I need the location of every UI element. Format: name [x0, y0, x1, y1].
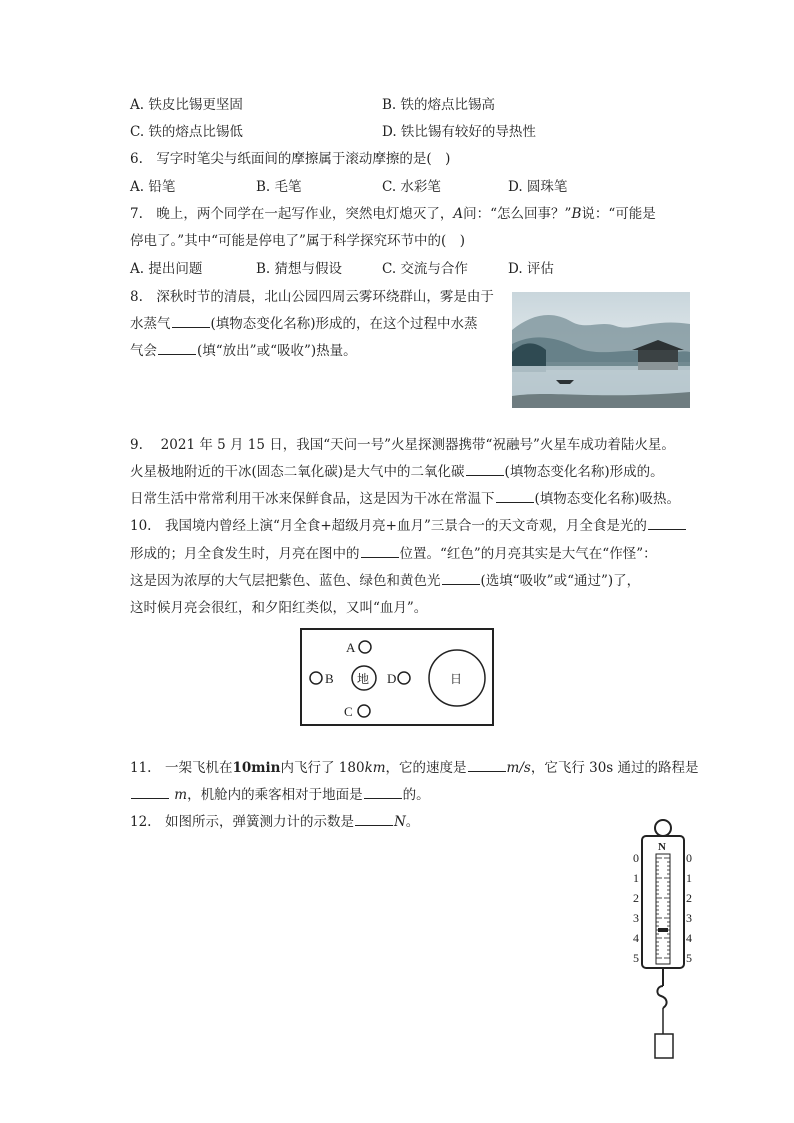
- moon-position-d: [398, 672, 410, 684]
- hanging-ring: [655, 820, 671, 836]
- label-d: D: [387, 671, 397, 686]
- scale-number-right: 4: [686, 931, 692, 945]
- moon-position-b: [310, 672, 322, 684]
- q10-line-2: 形成的；月全食发生时，月亮在图中的 位置。“红色”的月亮其实是大气在“作怪”：: [130, 546, 657, 562]
- q9-line-2: 火星极地附近的干冰(固态二氧化碳)是大气中的二氧化碳 (填物态变化名称)形成的。: [130, 464, 664, 480]
- time-value: 10min: [232, 760, 281, 776]
- answer-blank[interactable]: [496, 490, 534, 503]
- scale-number-right: 1: [686, 871, 692, 885]
- scale-number-right: 0: [686, 851, 692, 865]
- answer-blank[interactable]: [648, 517, 686, 530]
- scale-number-right: 2: [686, 891, 692, 905]
- scale-number-right: 3: [686, 911, 692, 925]
- q8-line-1: 8. 深秋时节的清晨，北山公园四周云雾环绕群山，雾是由于: [130, 289, 494, 305]
- scale-number-left: 4: [633, 931, 639, 945]
- scale-number-left: 5: [633, 951, 639, 965]
- q7-option-b: B. 猜想与假设: [256, 261, 343, 277]
- q9-line-1: 9. 2021 年 5 月 15 日，我国“天问一号”火星探测器携带“祝融号”火星车成功着陆火星。: [130, 437, 675, 453]
- q7-option-c: C. 交流与合作: [382, 261, 468, 277]
- q10-line-4: 这时候月亮会很红，和夕阳红类似，又叫“血月”。: [130, 600, 428, 616]
- answer-blank[interactable]: [466, 463, 504, 476]
- label-c: C: [344, 704, 353, 719]
- q7-option-d: D. 评估: [508, 261, 554, 277]
- hook: [657, 986, 666, 1008]
- scale-number-left: 3: [633, 911, 639, 925]
- q5-option-b: B. 铁的熔点比锡高: [382, 97, 496, 113]
- sun-label: 日: [450, 672, 463, 686]
- earth-label: 地: [357, 672, 370, 686]
- q6-stem: 6. 写字时笔尖与纸面间的摩擦属于滚动摩擦的是( ): [130, 151, 451, 167]
- scale-ticks: [656, 858, 670, 958]
- q7-line-2: 停电了。”其中“可能是停电了”属于科学探究环节中的( ): [130, 233, 465, 249]
- scale-number-left: 1: [633, 871, 639, 885]
- answer-blank[interactable]: [442, 572, 480, 585]
- left-scale-numbers: [633, 851, 639, 965]
- scale-pointer: [658, 928, 668, 932]
- answer-blank[interactable]: [361, 545, 399, 558]
- q6-option-c: C. 水彩笔: [382, 179, 441, 195]
- q12-line-1: 12. 如图所示，弹簧测力计的示数是 N。: [130, 814, 420, 830]
- unit-label: N: [658, 841, 666, 853]
- moon-position-a: [359, 641, 371, 653]
- answer-blank[interactable]: [158, 342, 196, 355]
- q5-option-d: D. 铁比锡有较好的导热性: [382, 124, 536, 140]
- label-a: A: [346, 640, 356, 655]
- answer-blank[interactable]: [131, 786, 169, 799]
- answer-blank[interactable]: [172, 315, 210, 328]
- q7-line-1: 7. 晚上，两个同学在一起写作业，突然电灯熄灭了，A问：“怎么回事？”B说：“可能是: [130, 206, 656, 222]
- scale-body: [642, 836, 684, 968]
- person-b: B: [571, 206, 582, 222]
- scale-number-left: 2: [633, 891, 639, 905]
- q5-option-a: A. 铁皮比锡更坚固: [130, 97, 243, 113]
- q7-option-a: A. 提出问题: [130, 261, 203, 277]
- q10-line-3: 这是因为浓厚的大气层把紫色、蓝色、绿色和黄色光 (选填“吸收”或“通过”)了，: [130, 573, 641, 589]
- weight-block: [655, 1034, 673, 1058]
- right-scale-numbers: [686, 851, 692, 965]
- q6-option-b: B. 毛笔: [256, 179, 302, 195]
- answer-blank[interactable]: [364, 786, 402, 799]
- spring-scale-figure: [628, 818, 698, 1063]
- q11-line-1: 11. 一架飞机在10min内飞行了 180km，它的速度是 m/s，它飞行 30s 通过的路程是: [130, 760, 699, 776]
- q6-option-a: A. 铅笔: [130, 179, 176, 195]
- q9-line-3: 日常生活中常常利用干冰来保鲜食品，这是因为干冰在常温下 (填物态变化名称)吸热。: [130, 491, 681, 507]
- eclipse-position-diagram: [300, 628, 494, 726]
- q5-option-c: C. 铁的熔点比锡低: [130, 124, 243, 140]
- label-b: B: [325, 671, 334, 686]
- answer-blank[interactable]: [355, 813, 393, 826]
- q8-line-2: 水蒸气 (填物态变化名称)形成的，在这个过程中水蒸: [130, 316, 478, 332]
- scale-number-right: 5: [686, 951, 692, 965]
- scale-number-left: 0: [633, 851, 639, 865]
- q8-line-3: 气会 (填“放出”或“吸收”)热量。: [130, 343, 357, 359]
- person-a: A: [453, 206, 464, 222]
- misty-lake-photo: [512, 292, 690, 408]
- q10-line-1: 10. 我国境内曾经上演“月全食+超级月亮+血月”三景合一的天文奇观，月全食是光的: [130, 517, 687, 535]
- moon-position-c: [358, 705, 370, 717]
- q11-line-2: m，机舱内的乘客相对于地面是 的。: [130, 786, 430, 804]
- scale-slot: [656, 854, 670, 964]
- answer-blank[interactable]: [468, 759, 506, 772]
- q6-option-d: D. 圆珠笔: [508, 179, 568, 195]
